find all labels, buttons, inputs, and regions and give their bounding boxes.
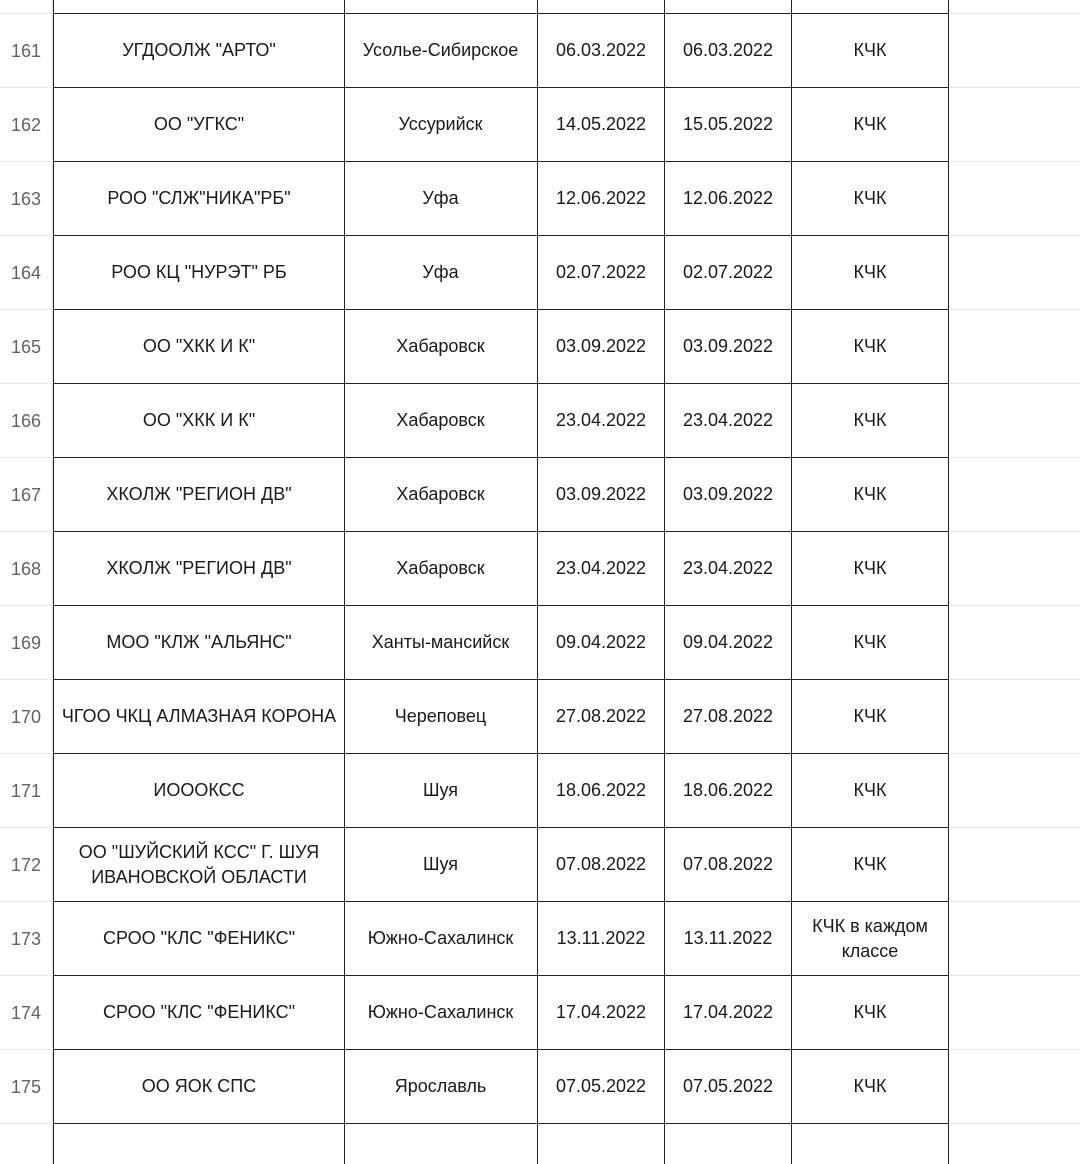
start-date-text: 17.04.2022	[555, 1002, 647, 1022]
table-row	[0, 754, 1080, 828]
row-number: 166	[10, 411, 42, 431]
cell-end-date[interactable]	[665, 606, 792, 680]
start-date-text: 18.06.2022	[555, 780, 647, 800]
row-number-header[interactable]	[0, 0, 53, 14]
organization-text: ОО ЯОК СПС	[141, 1076, 257, 1096]
cell-end-date[interactable]	[665, 162, 792, 236]
start-date-text: 23.04.2022	[555, 410, 647, 430]
cell-rank[interactable]	[792, 828, 949, 902]
city-text: Хабаровск	[396, 558, 485, 578]
cell-city[interactable]	[344, 828, 538, 902]
organization-text: ОО "УГКС"	[153, 114, 245, 134]
rank-text: КЧК	[853, 40, 887, 60]
cell-end-date[interactable]	[665, 828, 792, 902]
table-row	[0, 902, 1080, 976]
start-date-text: 06.03.2022	[555, 40, 647, 60]
organization-text: СРОО "КЛС "ФЕНИКС"	[103, 1002, 295, 1022]
organization-text: РОО "СЛЖ"НИКА"РБ"	[107, 188, 291, 208]
start-date-text: 02.07.2022	[555, 262, 647, 282]
cell-end-date[interactable]	[665, 1050, 792, 1124]
cell-end-date[interactable]	[665, 236, 792, 310]
row-number: 175	[10, 1077, 42, 1097]
cell-rank[interactable]	[792, 14, 949, 88]
cell-city[interactable]	[344, 236, 538, 310]
row-number-header[interactable]	[0, 532, 53, 606]
cell-rank[interactable]	[792, 310, 949, 384]
cell-city[interactable]	[344, 1124, 538, 1164]
rank-text: КЧК	[853, 854, 887, 874]
organization-text: ЧГОО ЧКЦ АЛМАЗНАЯ КОРОНА	[61, 706, 337, 726]
row-number: 163	[10, 189, 42, 209]
rank-text: КЧК	[853, 410, 887, 430]
cell-start-date[interactable]	[538, 236, 665, 310]
start-date-text: 03.09.2022	[555, 336, 647, 356]
organization-text: ОО "ШУЙСКИЙ КСС" Г. ШУЯ ИВАНОВСКОЙ ОБЛАСТИ	[78, 841, 320, 887]
city-text: Хабаровск	[396, 336, 485, 356]
cell-empty[interactable]	[949, 828, 1080, 902]
row-number-header[interactable]	[0, 828, 53, 902]
row-number-header[interactable]	[0, 162, 53, 236]
table-row	[0, 976, 1080, 1050]
row-number-header[interactable]	[0, 606, 53, 680]
cell-rank[interactable]	[792, 976, 949, 1050]
city-text: Уфа	[422, 262, 459, 282]
end-date-text: 06.03.2022	[682, 40, 774, 60]
start-date-text: 07.05.2022	[555, 1076, 647, 1096]
cell-organization[interactable]	[53, 828, 345, 902]
city-text: Ханты-мансийск	[371, 632, 510, 652]
cell-city[interactable]	[344, 384, 538, 458]
rank-text: КЧК	[853, 484, 887, 504]
cell-start-date[interactable]	[538, 828, 665, 902]
cell-organization[interactable]	[53, 1124, 345, 1164]
rank-text: КЧК	[853, 336, 887, 356]
rank-text: КЧК	[853, 114, 887, 134]
cell-organization[interactable]	[53, 532, 345, 606]
city-text: Уфа	[422, 188, 459, 208]
row-number: 172	[10, 855, 42, 875]
cell-rank[interactable]	[792, 606, 949, 680]
cell-organization[interactable]	[53, 0, 345, 14]
end-date-text: 03.09.2022	[682, 336, 774, 356]
end-date-text: 13.11.2022	[683, 928, 773, 948]
cell-rank[interactable]	[792, 1050, 949, 1124]
cell-end-date[interactable]	[665, 0, 792, 14]
cell-empty[interactable]	[949, 236, 1080, 310]
cell-city[interactable]	[344, 14, 538, 88]
table-row	[0, 0, 1080, 14]
table-row	[0, 606, 1080, 680]
cell-start-date[interactable]	[538, 532, 665, 606]
row-number: 173	[10, 929, 42, 949]
cell-end-date[interactable]	[665, 310, 792, 384]
cell-city[interactable]	[344, 532, 538, 606]
rank-text: КЧК	[853, 262, 887, 282]
cell-start-date[interactable]	[538, 162, 665, 236]
cell-empty[interactable]	[949, 606, 1080, 680]
cell-organization[interactable]	[53, 902, 345, 976]
end-date-text: 15.05.2022	[682, 114, 774, 134]
rank-text: КЧК	[853, 188, 887, 208]
cell-city[interactable]	[344, 754, 538, 828]
city-text: Ярославль	[394, 1076, 487, 1096]
cell-organization[interactable]	[53, 754, 345, 828]
row-number-header[interactable]	[0, 754, 53, 828]
cell-start-date[interactable]	[538, 458, 665, 532]
start-date-text: 23.04.2022	[555, 558, 647, 578]
cell-end-date[interactable]	[665, 1124, 792, 1164]
organization-text: РОО КЦ "НУРЭТ" РБ	[111, 262, 287, 282]
cell-city[interactable]	[344, 88, 538, 162]
cell-organization[interactable]	[53, 310, 345, 384]
cell-rank[interactable]	[792, 384, 949, 458]
rank-text: КЧК	[853, 558, 887, 578]
row-number: 167	[10, 485, 42, 505]
rank-text: КЧК	[853, 1002, 887, 1022]
table-row	[0, 680, 1080, 754]
row-number: 171	[10, 781, 42, 801]
cell-end-date[interactable]	[665, 680, 792, 754]
cell-empty[interactable]	[949, 532, 1080, 606]
row-number: 174	[10, 1003, 42, 1023]
city-text: Хабаровск	[396, 484, 485, 504]
table-row	[0, 14, 1080, 88]
end-date-text: 02.07.2022	[682, 262, 774, 282]
table-row	[0, 532, 1080, 606]
row-number: 165	[10, 337, 42, 357]
organization-text: МОО "КЛЖ "АЛЬЯНС"	[106, 632, 292, 652]
cell-end-date[interactable]	[665, 532, 792, 606]
city-text: Хабаровск	[396, 410, 485, 430]
end-date-text: 23.04.2022	[682, 410, 774, 430]
cell-organization[interactable]	[53, 14, 345, 88]
cell-end-date[interactable]	[665, 384, 792, 458]
cell-organization[interactable]	[53, 680, 345, 754]
rank-text: КЧК	[853, 780, 887, 800]
cell-rank[interactable]	[792, 680, 949, 754]
start-date-text: 14.05.2022	[555, 114, 647, 134]
cell-city[interactable]	[344, 458, 538, 532]
cell-end-date[interactable]	[665, 14, 792, 88]
organization-text: ОО "ХКК И К"	[142, 410, 256, 430]
start-date-text: 03.09.2022	[555, 484, 647, 504]
organization-text: ОО "ХКК И К"	[142, 336, 256, 356]
end-date-text: 17.04.2022	[682, 1002, 774, 1022]
row-number-header[interactable]	[0, 976, 53, 1050]
city-text: Южно-Сахалинск	[367, 928, 514, 948]
row-number: 162	[10, 115, 42, 135]
row-number-header[interactable]	[0, 310, 53, 384]
table-row	[0, 88, 1080, 162]
cell-empty[interactable]	[949, 0, 1080, 14]
cell-rank[interactable]	[792, 458, 949, 532]
cell-empty[interactable]	[949, 680, 1080, 754]
cell-end-date[interactable]	[665, 754, 792, 828]
table-row	[0, 384, 1080, 458]
cell-rank[interactable]	[792, 236, 949, 310]
rank-text: КЧК	[853, 632, 887, 652]
cell-empty[interactable]	[949, 88, 1080, 162]
cell-organization[interactable]	[53, 384, 345, 458]
start-date-text: 13.11.2022	[556, 928, 646, 948]
cell-start-date[interactable]	[538, 384, 665, 458]
cell-rank[interactable]	[792, 88, 949, 162]
table-row	[0, 310, 1080, 384]
end-date-text: 18.06.2022	[682, 780, 774, 800]
cell-end-date[interactable]	[665, 902, 792, 976]
cell-rank[interactable]	[792, 0, 949, 14]
cell-rank[interactable]	[792, 532, 949, 606]
cell-organization[interactable]	[53, 88, 345, 162]
city-text: Уссурийск	[398, 114, 483, 134]
cell-start-date[interactable]	[538, 1124, 665, 1164]
cell-start-date[interactable]	[538, 606, 665, 680]
table-row	[0, 458, 1080, 532]
cell-end-date[interactable]	[665, 88, 792, 162]
cell-empty[interactable]	[949, 458, 1080, 532]
row-number-header[interactable]	[0, 458, 53, 532]
cell-start-date[interactable]	[538, 0, 665, 14]
cell-start-date[interactable]	[538, 1050, 665, 1124]
cell-empty[interactable]	[949, 1050, 1080, 1124]
rank-text: КЧК	[853, 1076, 887, 1096]
organization-text: ХКОЛЖ "РЕГИОН ДВ"	[106, 558, 292, 578]
city-text: Череповец	[394, 706, 487, 726]
table-row	[0, 162, 1080, 236]
row-number-header[interactable]	[0, 1050, 53, 1124]
table-row	[0, 236, 1080, 310]
start-date-text: 27.08.2022	[555, 706, 647, 726]
organization-text: ИОООКСС	[153, 780, 245, 800]
cell-city[interactable]	[344, 680, 538, 754]
rank-text: КЧК в каждом классе	[812, 915, 928, 961]
cell-organization[interactable]	[53, 976, 345, 1050]
cell-city[interactable]	[344, 1050, 538, 1124]
start-date-text: 07.08.2022	[555, 854, 647, 874]
end-date-text: 03.09.2022	[682, 484, 774, 504]
end-date-text: 23.04.2022	[682, 558, 774, 578]
cell-start-date[interactable]	[538, 754, 665, 828]
row-number: 161	[10, 41, 42, 61]
cell-start-date[interactable]	[538, 976, 665, 1050]
organization-text: СРОО "КЛС "ФЕНИКС"	[103, 928, 295, 948]
cell-city[interactable]	[344, 976, 538, 1050]
row-number-header[interactable]	[0, 88, 53, 162]
cell-city[interactable]	[344, 606, 538, 680]
cell-rank[interactable]	[792, 162, 949, 236]
cell-start-date[interactable]	[538, 88, 665, 162]
cell-start-date[interactable]	[538, 310, 665, 384]
city-text: Шуя	[422, 854, 459, 874]
cell-organization[interactable]	[53, 1050, 345, 1124]
row-number-header[interactable]	[0, 680, 53, 754]
cell-empty[interactable]	[949, 754, 1080, 828]
cell-city[interactable]	[344, 902, 538, 976]
cell-empty[interactable]	[949, 310, 1080, 384]
cell-organization[interactable]	[53, 162, 345, 236]
table-row	[0, 828, 1080, 902]
end-date-text: 09.04.2022	[682, 632, 774, 652]
row-number: 170	[10, 707, 42, 727]
cell-rank[interactable]	[792, 754, 949, 828]
row-number-header[interactable]	[0, 236, 53, 310]
row-number-header[interactable]	[0, 384, 53, 458]
start-date-text: 09.04.2022	[555, 632, 647, 652]
row-number-header[interactable]	[0, 14, 53, 88]
end-date-text: 07.08.2022	[682, 854, 774, 874]
cell-empty[interactable]	[949, 162, 1080, 236]
end-date-text: 12.06.2022	[682, 188, 774, 208]
end-date-text: 27.08.2022	[682, 706, 774, 726]
cell-empty[interactable]	[949, 902, 1080, 976]
cell-city[interactable]	[344, 162, 538, 236]
organization-text: ХКОЛЖ "РЕГИОН ДВ"	[106, 484, 292, 504]
cell-empty[interactable]	[949, 14, 1080, 88]
organization-text: УГДООЛЖ "АРТО"	[122, 40, 276, 60]
cell-rank[interactable]	[792, 902, 949, 976]
table-row-partial	[0, 1124, 1080, 1164]
cell-empty[interactable]	[949, 384, 1080, 458]
cell-organization[interactable]	[53, 236, 345, 310]
cell-start-date[interactable]	[538, 14, 665, 88]
cell-organization[interactable]	[53, 606, 345, 680]
cell-empty[interactable]	[949, 976, 1080, 1050]
cell-end-date[interactable]	[665, 458, 792, 532]
cell-city[interactable]	[344, 0, 538, 14]
start-date-text: 12.06.2022	[555, 188, 647, 208]
cell-start-date[interactable]	[538, 680, 665, 754]
cell-end-date[interactable]	[665, 976, 792, 1050]
row-number-header[interactable]	[0, 1124, 53, 1164]
city-text: Шуя	[422, 780, 459, 800]
table-row	[0, 1050, 1080, 1124]
cell-rank[interactable]	[792, 1124, 949, 1164]
end-date-text: 07.05.2022	[682, 1076, 774, 1096]
rank-text: КЧК	[853, 706, 887, 726]
row-number: 169	[10, 633, 42, 653]
row-number: 164	[10, 263, 42, 283]
city-text: Усолье-Сибирское	[362, 40, 519, 60]
cell-organization[interactable]	[53, 458, 345, 532]
cell-city[interactable]	[344, 310, 538, 384]
city-text: Южно-Сахалинск	[367, 1002, 514, 1022]
row-number: 168	[10, 559, 42, 579]
row-number-header[interactable]	[0, 902, 53, 976]
cell-start-date[interactable]	[538, 902, 665, 976]
